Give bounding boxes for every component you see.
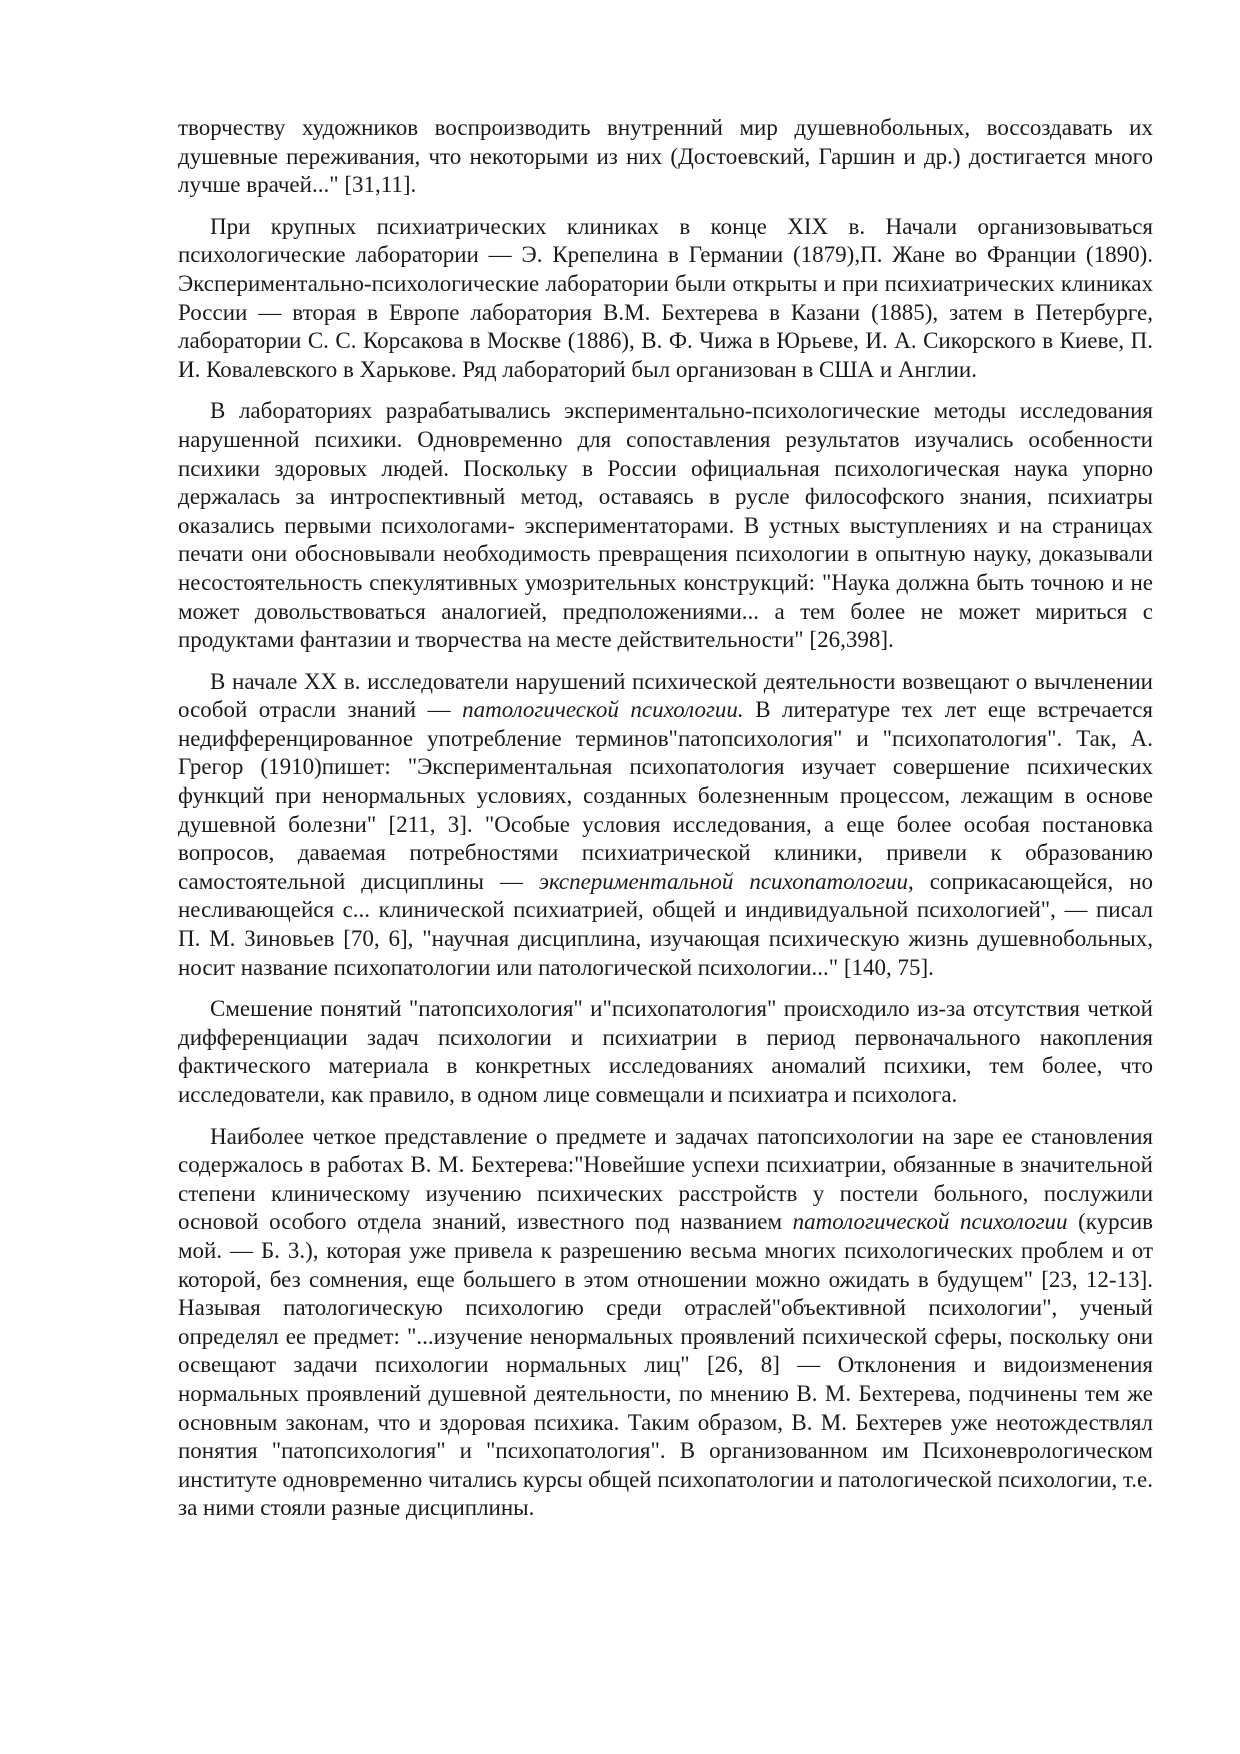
italic-term: патологической психологии (792, 1209, 1068, 1235)
paragraph-pathological-psychology (178, 668, 1153, 983)
text-run: В литературе тех лет еще встречается недифференцированное употребление терминов"патопсихология" и "психопатология". Так, А. Грегор (1910)пишет: "Экспериментальная психопатология изучает совершение психических функций при ненормальных условиях, созданных болезненным процессом, лежащим в основе душевной болезни" [211, 3]. "Особые условия исследования, а еще более особая постановка вопросов, даваемая потребностями психиатрической клиники, привели к образованию самостоятельной дисциплины — (178, 697, 1153, 894)
document-page (178, 114, 1153, 1536)
italic-term: патологической психологии. (462, 697, 744, 723)
paragraph-continuation (178, 114, 1153, 200)
text-run: , соприкасающейся, но несливающейся с... клинической психиатрией, общей и индивидуальной психологией", — писал П. М. Зиновьев [70, 6], "научная дисциплина, изучающая психическую жизнь душевнобольных, носит название психопатологии или патологической психологии..." [140, 75]. (178, 868, 1153, 980)
paragraph-terminology (178, 995, 1153, 1109)
paragraph-bekhterev (178, 1123, 1153, 1523)
text-run: В лабораториях разрабатывались экспериментально-психологические методы исследования нарушенной психики. Одновременно для сопоставления результатов изучались особенности психики здоровых людей. Поскольку в России официальная психологическая наука упорно держалась за интроспективный метод, оставаясь в русле философского знания, психиатры оказались первыми психологами- экспериментаторами. В устных выступлениях и на страницах печати они обосновывали необходимость превращения психологии в опытную науку, доказывали несостоятельность спекулятивных умозрительных конструкций: "Наука должна быть точною и не может довольствоваться аналогией, предположениями... а тем более не может мириться с продуктами фантазии и творчества на месте действительности" [26,398]. (178, 398, 1153, 653)
text-run: Наиболее четкое представление о предмете и задачах патопсихологии на заре ее становления содержалось в работах В. М. Бехтерева:"Новейшие успехи психиатрии, обязанные в значительной степени клиническому изучению психических расстройств у постели больного, послужили основой особого отдела знаний, известного под названием (178, 1123, 1153, 1235)
text-run: Смешение понятий "патопсихология" и"психопатология" происходило из-за отсутствия четкой дифференциации задач психологии и психиатрии в период первоначального накопления фактического материала в конкретных исследованиях аномалий психики, тем более, что исследователи, как правило, в одном лице совмещали и психиатра и психолога. (178, 996, 1153, 1107)
italic-term: экспериментальной психопатологии (538, 868, 909, 894)
text-run: В начале XX в. исследователи нарушений психической деятельности возвещают о вычленении особой отрасли знаний — (178, 668, 1153, 723)
paragraph-methods (178, 397, 1153, 654)
text-run: (курсив мой. — Б. 3.), которая уже привела к разрешению весьма многих психологических проблем и от которой, без сомнения, еще большего в этом отношении можно ожидать в будущем" [23, 12-13]. Называя патологическую психологию среди отраслей"объективной психологии", ученый определял ее предмет: "...изучение ненормальных проявлений психической сферы, поскольку они освещают задачи психологии нормальных лиц" [26, 8] — Отклонения и видоизменения нормальных проявлений душевной деятельности, по мнению В. М. Бехтерева, подчинены тем же основным законам, что и здоровая психика. Таким образом, В. М. Бехтерев уже неотождествлял понятия "патопсихология" и "психопатология". В организованном им Психоневрологическом институте одновременно читались курсы общей психопатологии и патологической психологии, т.е. за ними стояли разные дисциплины. (178, 1209, 1153, 1521)
text-run: При крупных психиатрических клиниках в конце XIX в. Начали организовываться психологические лаборатории — Э. Крепелина в Германии (1879),П. Жане во Франции (1890). Экспериментально-психологические лаборатории были открыты и при психиатрических клиниках России — вторая в Европе лаборатория В.М. Бехтерева в Казани (1885), затем в Петербурге, лаборатории С. С. Корсакова в Москве (1886), В. Ф. Чижа в Юрьеве, И. А. Сикорского в Киеве, П. И. Ковалевского в Харькове. Ряд лабораторий был организован в США и Англии. (178, 213, 1153, 382)
paragraph-laboratories (178, 213, 1153, 385)
text-run: творчеству художников воспроизводить внутренний мир душевнобольных, воссоздавать их душевные переживания, что некоторыми из них (Достоевский, Гаршин и др.) достигается много лучше врачей..." [31,11]. (178, 115, 1153, 198)
